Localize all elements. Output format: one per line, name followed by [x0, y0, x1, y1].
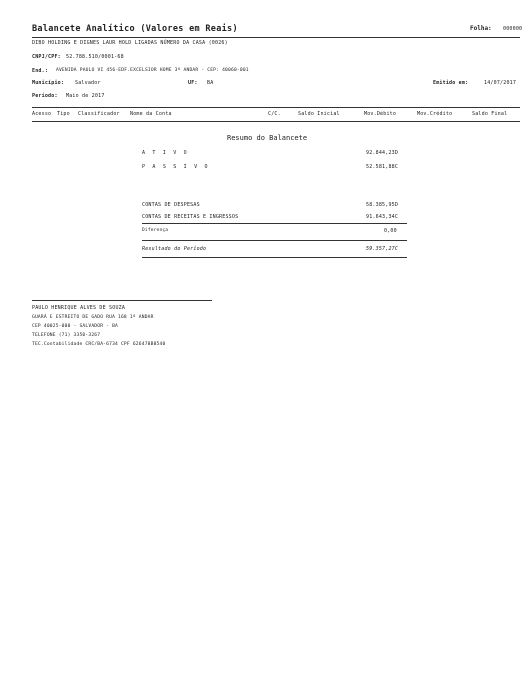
period-label: Período:	[32, 93, 58, 99]
col-saldo-final: Saldo Final	[472, 111, 508, 117]
signer-line4: TEC.Contabilidade CRC/BA-6734 CPF 626478B8540	[32, 342, 166, 347]
col-acesso: Acesso	[32, 111, 52, 117]
summary-rule-2	[142, 240, 407, 241]
resultado-value: 59.357,27C	[366, 246, 399, 252]
passivo-value: 52.581,88C	[366, 164, 399, 170]
uf-value: BA	[207, 80, 214, 86]
address-label: End.:	[32, 68, 49, 74]
report-title: Balancete Analítico (Valores em Reais)	[32, 24, 238, 34]
signature-line	[32, 300, 212, 301]
col-saldo-inicial: Saldo Inicial	[298, 111, 340, 117]
signer-line2: CEP 40025-000 - SALVADOR - BA	[32, 324, 119, 329]
city-label: Município:	[32, 80, 65, 86]
cnpj-value: 52.788.510/0001-68	[66, 54, 124, 60]
page-value: 000000	[503, 26, 522, 32]
issued-label: Emitido em:	[433, 80, 469, 86]
summary-heading: Resumo do Balancete	[227, 134, 308, 142]
columns-bottom-rule	[32, 121, 520, 122]
col-nome-conta: Nome da Conta	[130, 111, 172, 117]
despesas-label: CONTAS DE DESPESAS	[142, 202, 200, 208]
col-mov-credito: Mov.Crédito	[417, 111, 453, 117]
ativo-label: A T I V O	[142, 150, 189, 156]
diferenca-value: 0,00	[384, 228, 397, 234]
passivo-label: P A S S I V O	[142, 164, 210, 170]
resultado-label: Resultado do Período	[142, 246, 207, 252]
signer-line1: GUARÁ E ESTREITO DE GADO RUA 168 1º ANDAR	[32, 315, 154, 320]
page-label: Folha:	[470, 25, 492, 32]
signer-line3: TELEFONE (71) 3350-3267	[32, 333, 101, 338]
diferenca-label: Diferença	[142, 228, 169, 233]
col-cc: C/C.	[268, 111, 281, 117]
issued-value: 14/07/2017	[484, 80, 517, 86]
despesas-value: 58.385,95D	[366, 202, 399, 208]
cnpj-label: CNPJ/CPF:	[32, 54, 61, 60]
ativo-value: 92.844,23D	[366, 150, 399, 156]
col-classificador: Classificador	[78, 111, 120, 117]
period-value: Maio de 2017	[66, 93, 105, 99]
city-value: Salvador	[75, 80, 101, 86]
uf-label: UF:	[188, 80, 198, 86]
address-value: AVENIDA PAULO VI 456-EDF.EXCELSIOR HOME 3º ANDAR - CEP: 40060-001	[56, 68, 249, 73]
summary-rule-3	[142, 257, 407, 258]
col-tipo: Tipo	[57, 111, 70, 117]
columns-top-rule	[32, 107, 520, 108]
receitas-label: CONTAS DE RECEITAS E INGRESSOS	[142, 214, 239, 220]
signer-name: PAULO HENRIQUE ALVES DE SOUZA	[32, 305, 126, 311]
header-rule	[32, 37, 520, 38]
receitas-value: 91.643,34C	[366, 214, 399, 220]
col-mov-debito: Mov.Débito	[364, 111, 397, 117]
company-name: DIBO HOLDING E DIGNES LAUR HOLD LIGADAS NÚMERO DA CASA (0026)	[32, 40, 228, 46]
summary-rule-1	[142, 223, 407, 224]
